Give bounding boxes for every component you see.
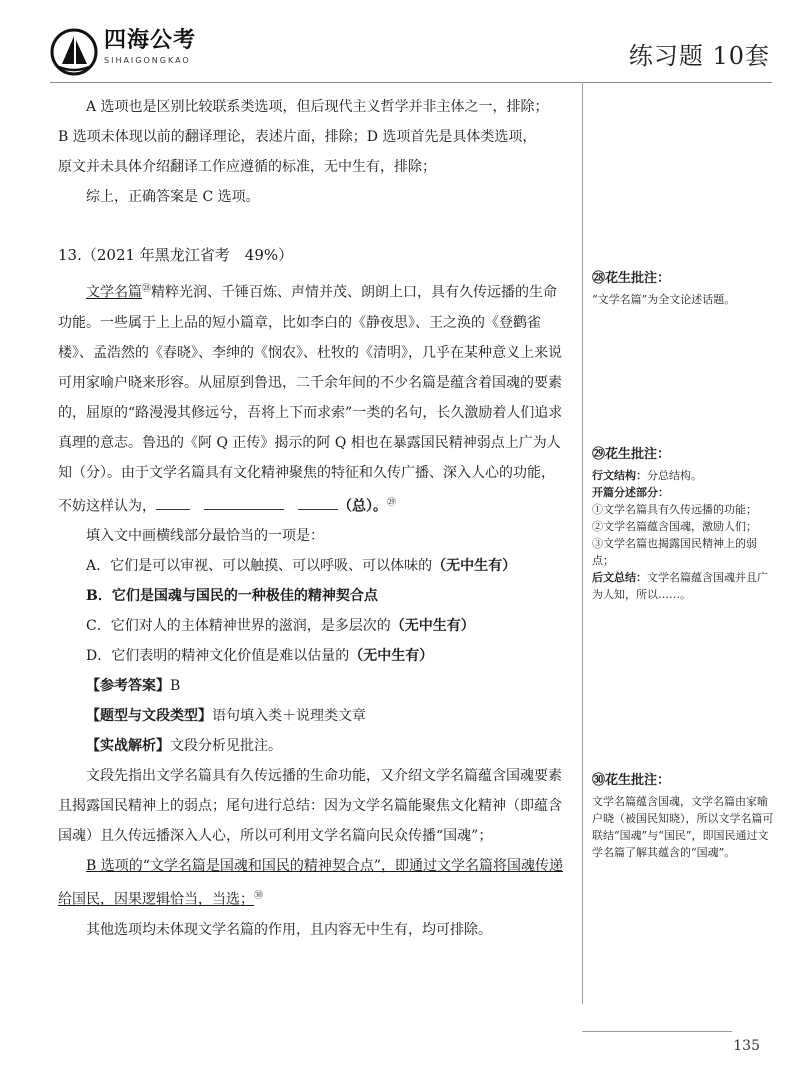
option-d	[86, 641, 568, 671]
structure-label: 行文结构：	[592, 469, 647, 482]
note-item: ②文学名篇蕴含国魂，激励人们；	[592, 520, 757, 533]
option-text: A．它们是可以审视、可以触摸、可以呼吸、可以体味的	[86, 558, 433, 575]
question-type	[86, 701, 568, 731]
note-item: ③文学名篇也揭露国民精神上的弱点；	[592, 537, 757, 567]
answer-blank	[204, 493, 284, 510]
analysis-label: 【实战解析】	[86, 738, 170, 755]
option-a	[86, 551, 568, 581]
note-body: “文学名篇”为全文论述话题。	[592, 293, 736, 306]
question-header: 13.（2021 年黑龙江省考 49%）	[58, 246, 294, 264]
note-marker-30: ㉚	[254, 891, 264, 902]
note-item: ①文学名篇具有久传远播的功能；	[592, 503, 757, 516]
option-c	[86, 611, 568, 641]
answer-label: 【参考答案】	[86, 678, 170, 695]
option-text: D．它们表明的精神文化价值是难以估量的	[86, 648, 350, 665]
brand-logo	[50, 28, 196, 76]
part1-label: 开篇分述部分：	[592, 486, 669, 499]
option-text: C．它们对人的主体精神世界的滋润，是多层次的	[86, 618, 391, 635]
sidebar-note-28	[592, 270, 774, 308]
analysis-heading	[86, 731, 568, 761]
brand-subtitle: SIHAIGONGKAO	[104, 56, 191, 65]
intro-line: A 选项也是区别比较联系类选项，但后现代主义哲学并非主体之一，排除；	[86, 99, 549, 115]
sidebar-divider	[582, 82, 583, 1004]
footer-divider	[582, 1031, 732, 1032]
reference-answer	[86, 671, 568, 701]
intro-line: 原文并未具体介绍翻译工作应遵循的标准，无中生有，排除；	[58, 159, 436, 175]
note-title: ㉘花生批注：	[592, 271, 671, 286]
note-line	[592, 569, 774, 603]
passage-topic: 文学名篇	[86, 284, 142, 301]
analysis-paragraph	[58, 851, 568, 915]
header-divider	[50, 82, 772, 83]
answer-blank	[156, 493, 190, 510]
analysis-conclusion: B 选项的“文学名篇是国魂和国民的精神契合点”，即通过文学名篇将国魂传递给国民，因果逻辑恰当，当选；	[58, 858, 564, 908]
note-body: 文学名篇蕴含国魂，文学名篇由家喻户晓（被国民知晓），所以文学名篇可联结“国魂”与“国民”，即国民通过文学名篇了解其蕴含的“国魂”。	[592, 795, 774, 859]
structure-value: 分总结构。	[647, 469, 702, 482]
note-marker-29: ㉙	[387, 497, 397, 508]
previous-answer-section	[58, 92, 568, 212]
intro-conclusion: 综上，正确答案是 C 选项。	[86, 189, 260, 205]
sidebar-note-30	[592, 772, 774, 861]
analysis-paragraph: 文段先指出文学名篇具有久传远播的生命功能，又介绍文学名篇蕴含国魂要素且揭露国民精神上的弱点；尾句进行总结：因为文学名篇能聚焦文化精神（即蕴含国魂）且久传远播深入人心，所以可利用文学名篇向民众传播“国魂”；	[58, 768, 562, 845]
page-number: 135	[733, 1038, 760, 1054]
sailboat-logo-icon	[50, 28, 98, 76]
option-tag: （无中生有）	[390, 618, 475, 635]
page-header	[50, 28, 770, 80]
answer-blank	[298, 493, 338, 510]
option-b	[86, 581, 568, 611]
type-value: 语句填入类＋说理类文章	[212, 708, 366, 725]
set-title: 练习题 10套	[628, 42, 770, 70]
note-marker-28: ㉘	[142, 284, 152, 294]
question-section	[58, 232, 568, 945]
summary-value: 文学名篇蕴含国魂并且广为人知，所以……。	[592, 571, 768, 601]
option-tag: （无中生有）	[432, 558, 517, 575]
summary-label: 后文总结：	[592, 571, 647, 584]
question-passage	[58, 274, 568, 521]
option-text: B．它们是国魂与国民的一种极佳的精神契合点	[86, 588, 378, 605]
passage-summary-tag: （总）。	[338, 498, 387, 515]
passage-body: 精粹光润、千锤百炼、声情并茂、朗朗上口，具有久传远播的生命功能。一些属于上上品的短小篇章，比如李白的《静夜思》、王之涣的《登鹳雀楼》、孟浩然的《春晓》、李绅的《悯农》、杜牧的《清明》，几乎在某种意义上来说可用家喻户晓来形容。从屈原到鲁迅，二千余年间的不少名篇是蕴含着国魂的要素的，屈原的“路漫漫其修远兮，吾将上下而求索”一类的名句，长久激励着人们追求真理的意志。鲁迅的《阿 Q 正传》揭示的阿 Q 相也在暴露国民精神弱点上广为人知（分）。由于文学名篇具有文化精神聚焦的特征和久传广播、深入人心的功能，不妨这样认为，	[58, 284, 563, 515]
brand-name: 四海公考	[104, 28, 197, 53]
question-prompt: 填入文中画横线部分最恰当的一项是：	[86, 528, 324, 545]
note-line	[592, 467, 774, 484]
type-label: 【题型与文段类型】	[86, 708, 212, 725]
sidebar-note-29	[592, 446, 774, 603]
intro-line: B 选项未体现以前的翻译理论，表述片面，排除；D 选项首先是具体类选项，	[58, 129, 537, 145]
note-title: ㉙花生批注：	[592, 447, 671, 462]
answer-value: B	[170, 678, 181, 695]
analysis-value: 文段分析见批注。	[170, 738, 282, 755]
option-tag: （无中生有）	[349, 648, 434, 665]
note-title: ㉚花生批注：	[592, 773, 671, 788]
analysis-paragraph: 其他选项均未体现文学名篇的作用，且内容无中生有，均可排除。	[86, 921, 492, 938]
